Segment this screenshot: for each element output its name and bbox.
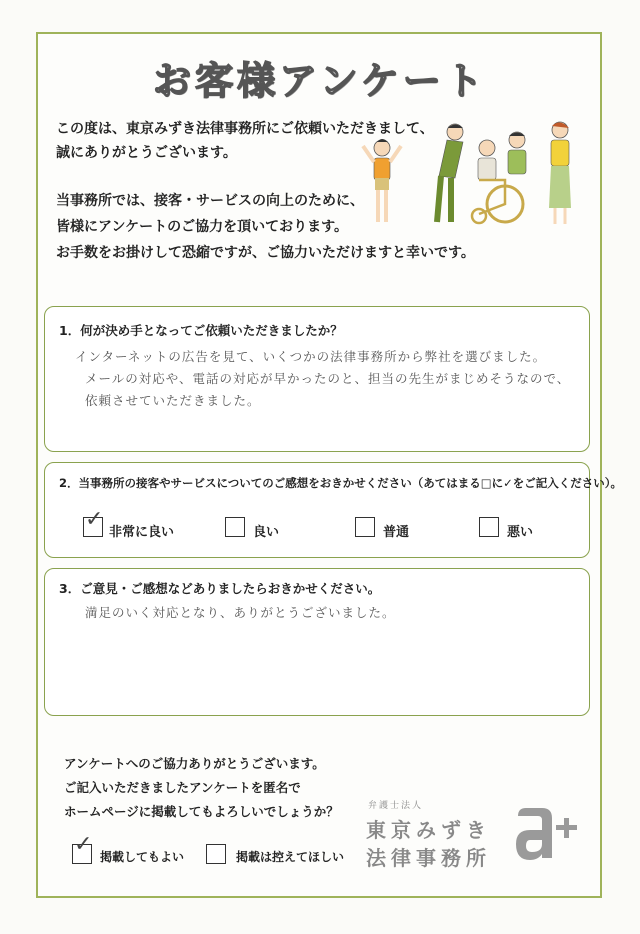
publish-yes-label: 掲載してもよい (100, 850, 185, 864)
outro-line-2: ご記入いただきましたアンケートを匿名で (64, 780, 301, 795)
option-very-good-checkmark: ✓ (85, 507, 104, 532)
intro-line-3: 当事務所では、接客・サービスの向上のために、 (56, 193, 364, 209)
question-1-answer-line-2: メールの対応や、電話の対応が早かったのと、担当の先生がまじめそうなので、 (85, 371, 571, 386)
question-1-answer-line-3: 依頼させていただきました。 (85, 393, 261, 408)
option-good-checkbox[interactable] (225, 517, 245, 537)
outro-line-1: アンケートへのご協力ありがとうございます。 (64, 756, 325, 771)
intro-line-1: この度は、東京みずき法律事務所にご依頼いただきまして、 (56, 121, 434, 137)
option-average-label: 普通 (383, 525, 410, 540)
option-bad-label: 悪い (507, 525, 534, 540)
question-2-text: 2．当事務所の接客やサービスについてのご感想をおきかせください（あてはまる□に✓をご記入ください）。 (59, 476, 623, 490)
option-very-good-label: 非常に良い (109, 525, 175, 540)
page-title: お客様アンケート (153, 59, 487, 103)
question-2-box (44, 462, 623, 558)
people-illustration (355, 118, 595, 233)
question-3-box (44, 568, 590, 716)
option-bad-checkbox[interactable] (479, 517, 499, 537)
firm-logo-icon (512, 804, 584, 864)
publish-no-checkbox[interactable] (206, 844, 226, 864)
question-3-answer: 満足のいく対応となり、ありがとうございました。 (85, 605, 396, 620)
publish-no-label: 掲載は控えてほしい (236, 850, 345, 864)
outro-line-3: ホームページに掲載してもよろしいでしょうか？ (64, 804, 339, 819)
intro-line-5: お手数をお掛けして恐縮ですが、ご協力いただけますと幸いです。 (56, 245, 475, 261)
firm-name-line-1: 東京みずき (366, 818, 491, 842)
question-3-text: 3．ご意見・ご感想などありましたらおきかせください。 (59, 581, 381, 596)
option-good-label: 良い (253, 525, 280, 540)
publish-yes-checkmark: ✓ (74, 832, 93, 857)
firm-name-line-2: 法律事務所 (366, 846, 491, 870)
option-average-checkbox[interactable] (355, 517, 375, 537)
intro-line-2: 誠にありがとうございます。 (56, 145, 237, 161)
question-1-answer-line-1: インターネットの広告を見て、いくつかの法律事務所から弊社を選びました。 (75, 349, 547, 364)
question-1-text: 1．何が決め手となってご依頼いただきましたか？ (59, 323, 343, 338)
question-1-box (44, 306, 590, 452)
intro-line-4: 皆様にアンケートのご協力を頂いております。 (56, 219, 349, 235)
firm-type: 弁護士法人 (368, 801, 424, 811)
